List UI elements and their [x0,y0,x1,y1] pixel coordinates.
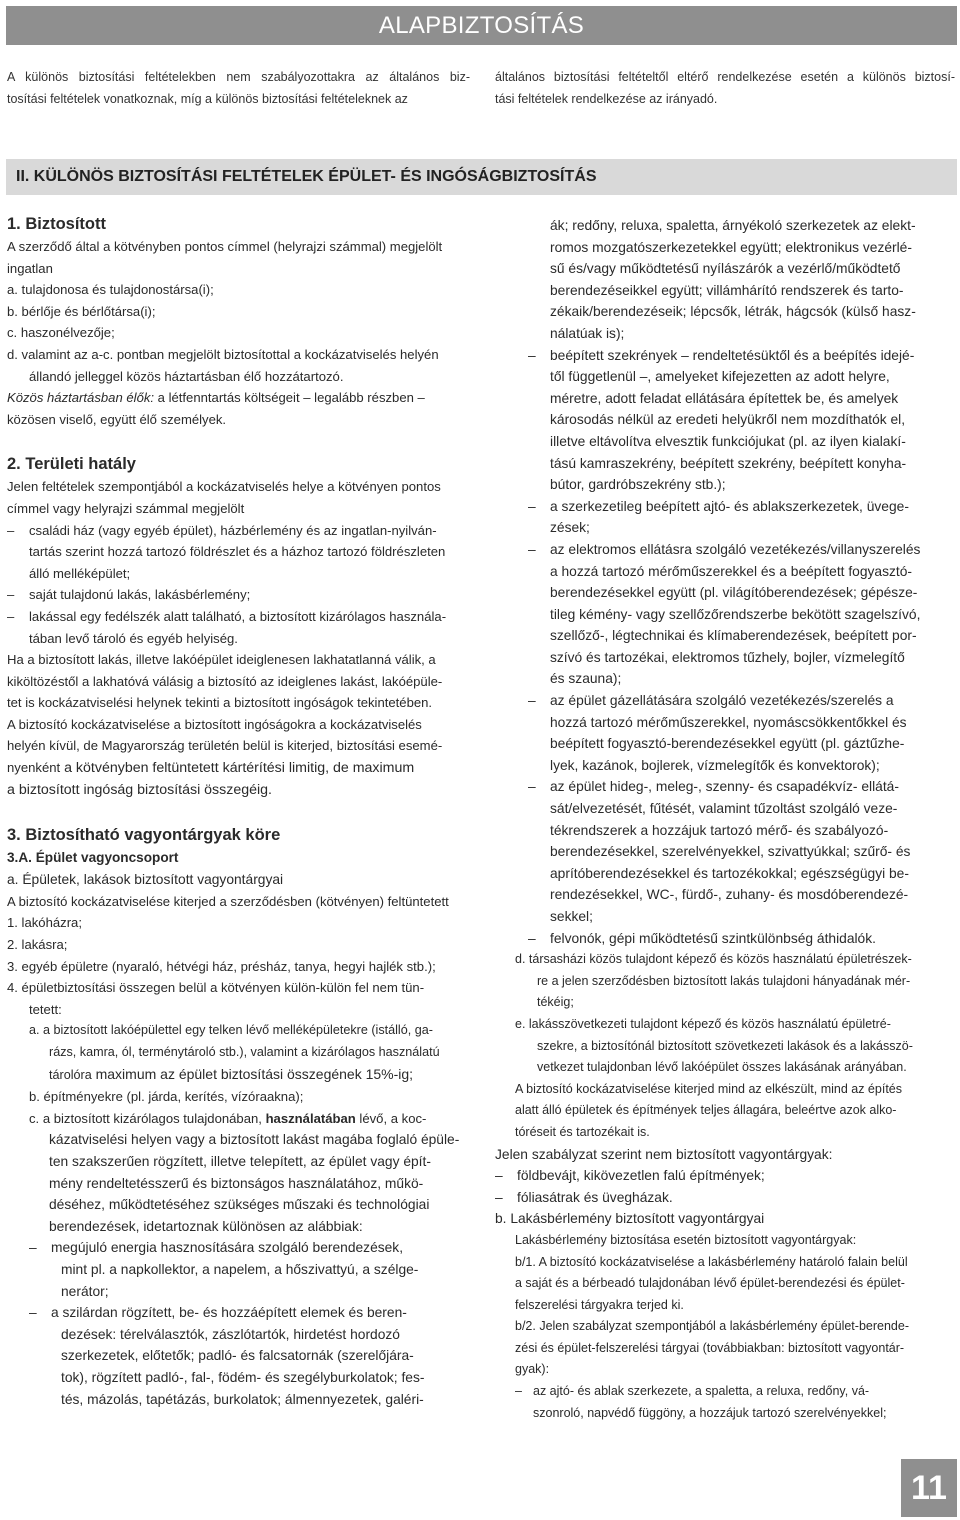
dash-bullet: – [528,693,536,709]
numbered-item: 3. egyéb épületre (nyaraló, hétvégi ház, présház, tanya, hegyi hajlék stb.); [7,958,436,974]
dash-bullet: – [515,1384,522,1399]
dash-bullet: – [528,347,536,363]
dash-bullet: – [29,1305,37,1321]
text-span: lévő, a koc- [355,1110,427,1126]
list-item-continued: szekre, a biztosítónál biztosított szövetkezeti lakások és a lakásszö- [537,1038,913,1053]
dash-item-continued: tartás szerint hozzá tartozó földrészlet és a házhoz tartozó földrészleten [29,544,446,560]
paragraph-line: gyak): [515,1362,550,1377]
paragraph-line: címmel vagy helyrajzi számmal megjelölt [7,500,245,516]
dash-item-continued: hozzá tartozó mérőműszerekkel, nyomáscsökkentőkkel és [550,714,907,730]
paragraph-line [7,757,468,780]
dash-item-continued: szerkezetek, előtetők; padló- és falcsatornák (szerelőjára- [61,1348,414,1364]
dash-text: beépített szekrények – rendeltetésüktől és a beépítés idejé- [550,347,915,363]
dash-item-continued: és szauna); [550,671,622,687]
dash-bullet: – [528,930,536,946]
numbered-item: 1. lakóházra; [7,915,82,931]
dash-text: földbevájt, kikövezetlen falú építmények; [517,1168,765,1184]
dash-item-continued: tású kamraszekrény, beépített szekrény, beépített konyha- [550,455,907,471]
paragraph-line: A biztosító kockázatviselése a biztosított ingóságokra a kockázatviselés [7,716,422,732]
text-span: a kötvényben feltüntetett kártérítési limitig, de maximum [60,760,415,777]
paragraph-line: A biztosító kockázatviselése kiterjed a szerződésben (kötvényen) feltüntetett [7,893,449,909]
heading-biztositott: 1. Biztosított [7,215,106,233]
paragraph-line: Lakásbérlemény biztosítása esetén biztosított vagyontárgyak: [515,1232,857,1247]
page-number: 11 [901,1459,957,1517]
dash-text: az épület gázellátására szolgáló vezetékezés/szerelés a [550,693,894,709]
dash-text: a szerkezetileg beépített ajtó- és ablakszerkezetek, üvege- [550,498,909,514]
dash-item [495,539,957,561]
numbered-item: 2. lakásra; [7,937,68,953]
intro-left [7,67,470,110]
dash-item-continued: berendezésekkel együtt (pl. világítóberendezések; gépésze- [550,585,918,601]
text-span: nyenként [7,760,61,776]
paragraph-line: A biztosító kockázatviselése kiterjed mind az elkészült, mind az építés [515,1081,902,1096]
list-item-continued: tékéig; [537,995,574,1010]
dash-item [495,1381,957,1403]
dash-item-continued: tékrendszerek a hozzájuk tartozó mérő- és szabályozó- [550,822,889,838]
sub-item-continued: berendezések, idetartoznak különösen az alábbiak: [49,1218,363,1234]
sub-item-continued: ten szakszerűen rögzített, illetve telepített, az épület vagy épít- [49,1153,431,1169]
dash-item-continued: tileg kémény- vagy szellőzőrendszerbe bekötött szagelszívó, [550,606,921,622]
continued-line: ák; redőny, reluxa, spaletta, árnyékoló szerkezetek az elekt- [550,218,916,233]
text-span: használatában [265,1110,356,1126]
household-definition [7,387,468,409]
dash-item-continued: dezések: térelválasztók, zászlótartók, hirdetést hordozó [61,1326,400,1342]
dash-bullet: – [495,1189,503,1205]
dash-item-continued: zések; [550,520,590,536]
dash-text: családi ház (vagy egyéb épület), házbérlemény és az ingatlan-nyilván- [29,522,437,538]
paragraph-line: felszerelési tárgyakra terjed ki. [515,1297,684,1312]
paragraph-line: kiköltözéstől a lakhatóvá válásig a biztosító az ideiglenes lakást, lakóépüle- [7,673,443,689]
dash-item [495,1165,957,1187]
heading-biztosithato: 3. Biztosítható vagyontárgyak köre [7,826,281,845]
sub-item-continued: rázs, kamra, ól, terménytároló stb.), valamint a kizárólagos használatú [49,1045,440,1059]
numbered-item-continued: tetett: [29,1001,62,1017]
dash-item-continued: illetve eltávolítva elvesztik funkciójukat (pl. az ilyen kialakí- [550,433,906,449]
dash-item-continued: sát/elvezetését, fűtését, valamint tűzoltást szolgáló veze- [550,801,898,817]
sub-item-a: a. a biztosított lakóépülettel egy telken lévő melléképületekre (istálló, ga- [29,1023,433,1038]
dash-item-continued: álló melléképület; [29,565,131,581]
dash-bullet: – [528,498,536,514]
paragraph-line: tóréseit és tartozékait is. [515,1124,650,1139]
paragraph-line: alatt álló épületek és építmények teljes állagára, beleértve azok alko- [515,1103,897,1118]
left-column [7,212,468,1410]
heading-teruleti-hataly: 2. Területi hatály [7,455,136,474]
not-insured-title: Jelen szabályzat szerint nem biztosított vagyontárgyak: [495,1146,833,1162]
dash-item-continued: aprítóberendezésekkel és tartozékokkal; egészségügyi be- [550,865,909,881]
intro-left-line: A különös biztosítási feltételekben nem szabályozottakra az általános biz- [7,70,470,84]
intro-left-line: tosítási feltételek vonatkoznak, míg a különös biztosítási feltételeknek az [7,91,408,106]
dash-item-continued: lyek, kazánok, bojlerek, vízmelegítők és konvektorok); [550,757,880,773]
paragraph-line: tet is kockázatviselési helynek tekinti a biztosított ingóságok tekintetében. [7,695,433,711]
dash-item-continued: tában levő tároló és egyéb helyiség. [29,630,238,646]
paragraph-line: a biztosított ingóság biztosítási összegéig. [7,781,272,798]
paragraph-line: a saját és a bérbeadó tulajdonában lévő épület-berendezési és épület- [515,1276,905,1291]
dash-item-continued: beépített fogyasztó-berendezésekkel együtt (pl. gáztűzhe- [550,736,905,752]
continued-line: sű és/vagy működtetésű nyílászárók a vezérlő/működtető [550,261,901,277]
dash-item-continued: rendezésekkel, WC-, fürdő-, zuhany- és mosdóberendezé- [550,887,909,903]
continued-line: zékaik/berendezéseik; lépcsők, létrák, hágcsók (külső hasz- [550,304,916,320]
dash-text: az épület hideg-, meleg-, szenny- és csapadékvíz- ellátá- [550,779,899,795]
dash-item [495,345,957,367]
sub-item-continued [7,1064,468,1087]
list-item-continued: re a jelen szerződésben biztosított lakás tulajdoni hányadának mér- [537,973,911,988]
dash-item [495,690,957,712]
dash-text: a szilárdan rögzített, be- és hozzáépített elemek és beren- [51,1305,407,1321]
sub-item-c [7,1108,468,1130]
list-item-d: d. társasházi közös tulajdont képező és közös használatú épületrészek- [515,952,912,967]
dash-text: saját tulajdonú lakás, lakásbérlemény; [29,587,251,603]
dash-item-continued: mint pl. a napkollektor, a napelem, a hőszivattyú, a szélge- [61,1261,419,1277]
continued-line: nálatúak is); [550,325,625,341]
dash-item [7,584,468,606]
continued-line: romos mozgatószerkezetekkel együtt; elektronikus vezérlé- [550,239,912,255]
dash-item [495,1187,957,1209]
dash-item-continued: a hozzá tartozó mérőműszerekkel és a beépített fogyasztó- [550,563,912,579]
dash-item-continued: sekkel; [550,909,593,924]
dash-bullet: – [528,541,536,557]
dash-item-continued: berendezésekkel, szerelvényekkel, szivattyúkkal; szűrő- és [550,844,911,860]
text-span: tárolóra [49,1067,92,1082]
dash-item-continued: tok), rögzített padló-, fal-, födém- és szegélyburkolatok; fes- [61,1369,425,1385]
text-span: c. a biztosított kizárólagos tulajdonában, [29,1110,266,1126]
paragraph-line: Ha a biztosított lakás, illetve lakóépület ideiglenesen lakhatatlanná válik, a [7,652,436,668]
dash-item-continued: szellőző-, légtechnikai és klímaberendezések, beépített por- [550,628,917,644]
paragraph-line: helyén kívül, de Magyarország területén belül is kiterjed, biztosítási esemé- [7,738,443,754]
sub-item-continued: déséhez, működtetéséhez szükséges műszaki és technológiai [49,1197,430,1213]
dash-text: felvonók, gépi működtetésű szintkülönbség áthidalók. [550,930,876,946]
dash-item-continued: bútor, gardróbszekrény stb.); [550,477,726,493]
dash-text: az ajtó- és ablak szerkezete, a spaletta, a reluxa, redőny, vá- [533,1384,870,1399]
sub-item-continued: kázatviselési helyen vagy a biztosított lakást magába foglaló épüle- [49,1132,460,1148]
paragraph-line: A szerződő által a kötvényben pontos címmel (helyrajzi számmal) megjelölt [7,239,443,254]
dash-item [495,776,957,798]
section-header [6,159,957,195]
dash-item-continued: károsodás nélkül az eredeti helyükről nem mozdíthatók el, [550,412,906,428]
dash-item-continued: szívó és tartozékai, elektromos tűzhely, bojler, vízmelegítő [550,649,905,665]
list-item-continued: állandó jelleggel közös háztartásban élő hozzátartozó. [29,368,344,384]
dash-bullet: – [495,1168,503,1184]
sub-item-b: b. építményekre (pl. járda, kerítés, vízóraakna); [29,1089,304,1105]
continued-line: berendezéseikkel együtt; villámhárító rendszerek és tarto- [550,282,904,298]
intro-right-line: tási feltételek rendelkezése az irányadó. [495,91,718,106]
numbered-item: 4. épületbiztosítási összegen belül a kötvényen külön-külön fel nem tün- [7,980,425,996]
dash-item [495,496,957,518]
dash-bullet: – [7,608,15,624]
dash-item-continued: méretre, adott feladat ellátására építettek be, és amelyek [550,390,899,406]
list-item-continued: vetkezet tulajdonban lévő lakóépület összes lakásának arányában. [537,1060,907,1075]
household-text: a létfenntartás költségeit – legalább részben – [154,390,425,406]
paragraph-line: Jelen feltételek szempontjából a kockázatviselés helye a kötvényen pontos [7,479,441,495]
list-item: a. tulajdonosa és tulajdonostársa(i); [7,282,214,298]
dash-bullet: – [7,587,15,603]
paragraph-line: zési és épület-felszerelési tárgyai (továbbiakban: biztosított vagyontár- [515,1340,905,1355]
subheading-epuletek: a. Épületek, lakások biztosított vagyontárgyai [7,872,284,888]
paragraph-line: ingatlan [7,260,53,276]
section-title: II. KÜLÖNÖS BIZTOSÍTÁSI FELTÉTELEK ÉPÜLET- ÉS INGÓSÁGBIZTOSÍTÁS [16,168,597,185]
intro-right [495,67,955,110]
household-label: Közös háztartásban élők: [7,390,155,406]
dash-text: megújuló energia hasznosítására szolgáló berendezések, [51,1240,404,1256]
paragraph-line: közösen viselő, együtt élő személyek. [7,411,227,427]
dash-item-continued: tés, mázolás, tapétázás, burkolatok; álmennyezetek, galéri- [61,1391,424,1407]
right-column [495,215,957,1424]
list-item: b. bérlője és bérlőtársa(i); [7,303,156,319]
dash-item [7,1237,468,1259]
paragraph-line: b/2. Jelen szabályzat szempontjából a lakásbérlemény épület-berende- [515,1319,909,1334]
title-banner [6,6,957,45]
subheading-lakasberlemeny: b. Lakásbérlemény biztosított vagyontárgyai [495,1211,765,1227]
dash-bullet: – [7,522,15,538]
dash-item [7,606,468,628]
intro-right-line: általános biztosítási feltételtől eltérő rendelkezése esetén a különös biztosí- [495,70,955,84]
dash-item-continued: szonroló, napvédő függöny, a hozzájuk tartozó szerelvényekkel; [533,1405,887,1420]
list-item-e: e. lakásszövetkezeti tulajdont képező és közös használatú épületré- [515,1016,891,1031]
dash-item [7,520,468,542]
dash-text: lakással egy fedélszék alatt található, a biztosított kizárólagos használa- [29,608,447,624]
sub-item-continued: mény rendeltetésszerű és biztonságos használatához, műkö- [49,1175,424,1191]
dash-item [495,928,957,950]
dash-bullet: – [528,779,536,795]
dash-item-continued: nerátor; [61,1283,109,1299]
dash-bullet: – [29,1240,37,1256]
text-span: maximum az épület biztosítási összegének 15%-ig; [91,1065,414,1082]
paragraph-line: b/1. A biztosító kockázatviselése a lakásbérlemény határoló falain belül [515,1254,908,1269]
dash-item-continued: től függetlenül –, amelyeket kifejezetten az adott helyre, [550,369,890,385]
page-title: ALAPBIZTOSÍTÁS [378,12,585,39]
dash-item [7,1302,468,1324]
dash-text: az elektromos ellátásra szolgáló vezetékezés/villanyszerelés [550,541,921,557]
dash-text: fóliasátrak és üvegházak. [517,1189,673,1205]
list-item: d. valamint az a-c. pontban megjelölt biztosítottal a kockázatviselés helyén [7,346,439,362]
subheading-epulet: 3.A. Épület vagyoncsoport [7,850,179,866]
list-item: c. haszonélvezője; [7,325,115,341]
